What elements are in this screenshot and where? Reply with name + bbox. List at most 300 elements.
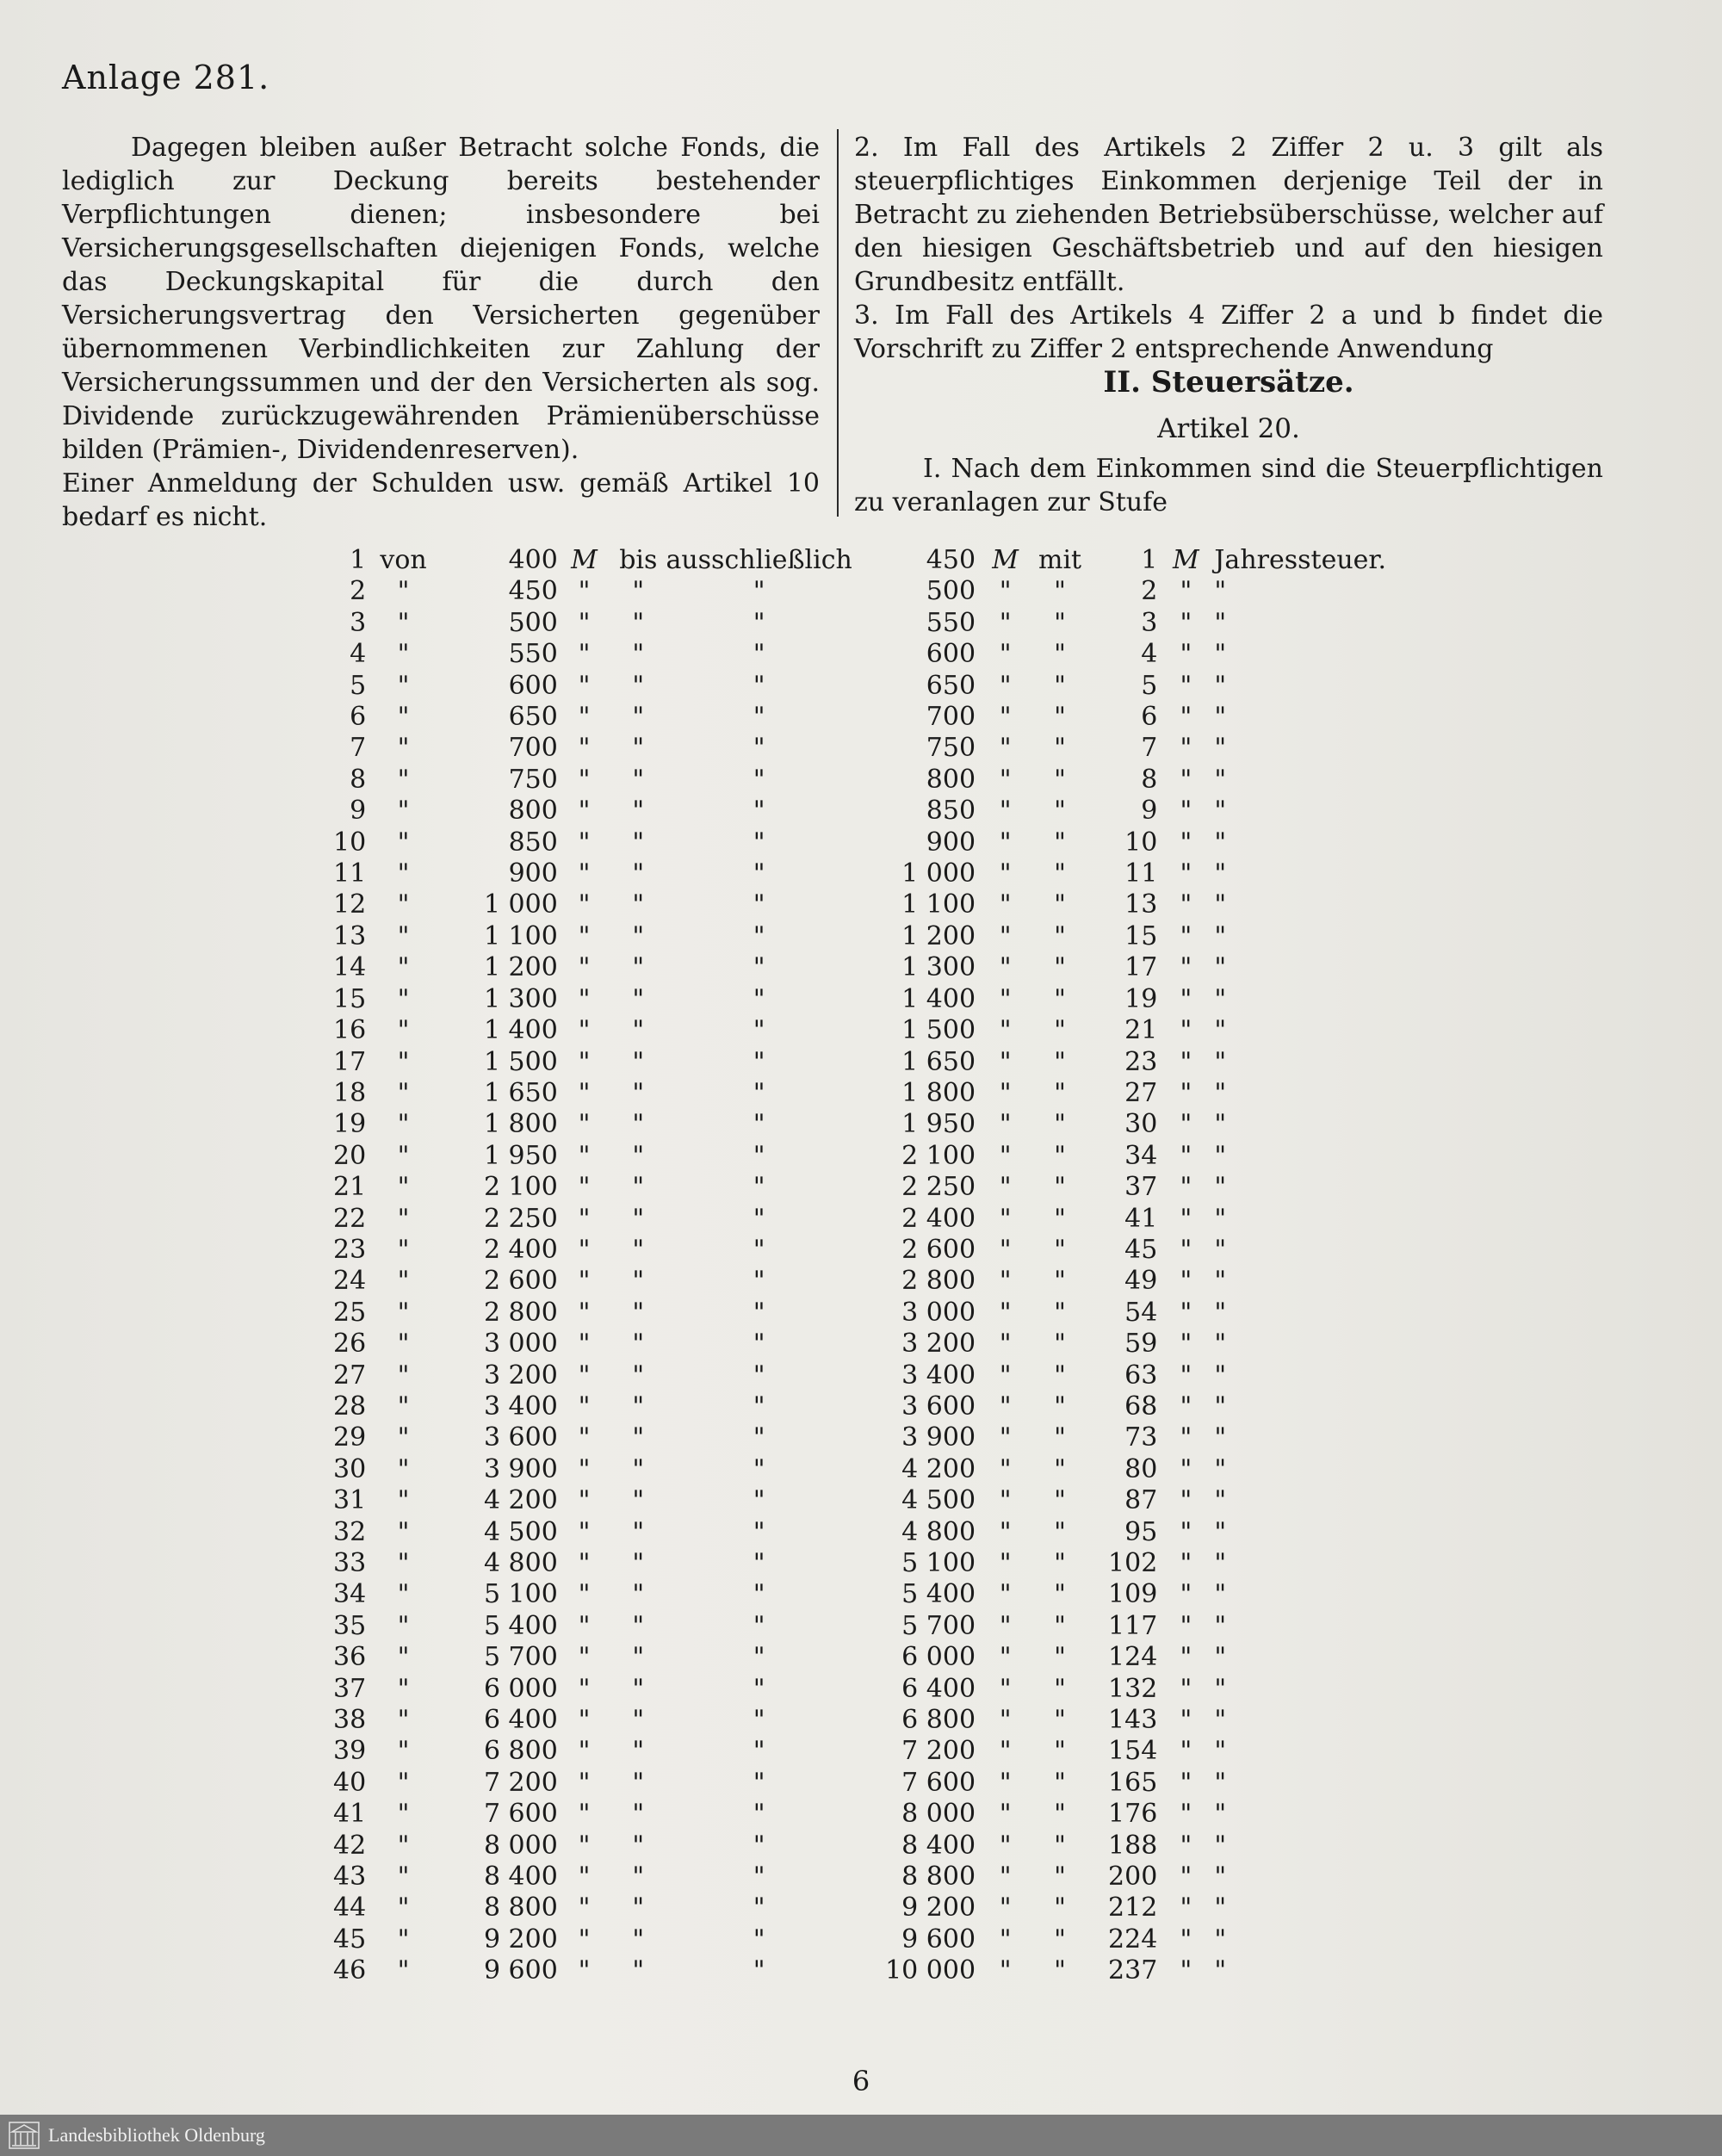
- currency-mark: M: [992, 545, 1019, 575]
- annual-tax: 102: [1108, 1548, 1158, 1578]
- word-jahressteuer: ": [1214, 1862, 1227, 1893]
- currency-mark: ": [578, 764, 591, 795]
- currency-mark: ": [999, 1391, 1012, 1422]
- currency-mark: ": [1180, 1077, 1192, 1108]
- currency-mark: ": [1180, 1046, 1192, 1077]
- word-von: ": [397, 952, 410, 983]
- word-bis: ": [632, 1422, 645, 1453]
- word-bis: ": [632, 1767, 645, 1798]
- word-von: ": [397, 1360, 410, 1391]
- word-ausschliesslich: ": [753, 670, 765, 701]
- word-von: ": [397, 670, 410, 701]
- currency-mark: ": [578, 1266, 591, 1297]
- annual-tax: 188: [1108, 1830, 1158, 1861]
- annual-tax: 63: [1124, 1360, 1158, 1391]
- stufe-number: 46: [333, 1955, 367, 1986]
- currency-mark: ": [578, 1234, 591, 1265]
- income-to: 3 400: [901, 1360, 976, 1391]
- currency-mark: ": [999, 796, 1012, 827]
- word-ausschliesslich: ": [753, 1548, 765, 1578]
- currency-mark: ": [578, 1955, 591, 1986]
- tax-rate-table: [319, 545, 1386, 1987]
- income-from: 6 400: [483, 1705, 558, 1736]
- word-von: ": [397, 1673, 410, 1704]
- income-to: 2 250: [901, 1172, 976, 1203]
- stufe-number: 20: [333, 1140, 367, 1171]
- income-to: 1 400: [901, 983, 976, 1014]
- currency-mark: ": [578, 1140, 591, 1171]
- currency-mark: ": [578, 1736, 591, 1767]
- currency-mark: ": [1180, 920, 1192, 951]
- stufe-number: 33: [333, 1548, 367, 1578]
- stufe-number: 15: [333, 983, 367, 1014]
- income-to: 4 200: [901, 1453, 976, 1484]
- currency-mark: ": [999, 1360, 1012, 1391]
- income-to: 5 400: [901, 1579, 976, 1610]
- word-jahressteuer: ": [1214, 1391, 1227, 1422]
- currency-mark: ": [1180, 858, 1192, 889]
- income-to: 8 800: [901, 1862, 976, 1893]
- currency-mark: ": [578, 607, 591, 638]
- income-from: 3 000: [483, 1329, 558, 1360]
- currency-mark: ": [1180, 1799, 1192, 1830]
- currency-mark: ": [578, 1705, 591, 1736]
- currency-mark: ": [578, 1924, 591, 1955]
- word-bis: ": [632, 1548, 645, 1578]
- word-jahressteuer: ": [1214, 1329, 1227, 1360]
- word-mit: ": [1054, 1172, 1066, 1203]
- word-von: ": [397, 702, 410, 733]
- word-ausschliesslich: ": [753, 702, 765, 733]
- table-row: [319, 1955, 1386, 1986]
- income-to: 2 800: [901, 1266, 976, 1297]
- currency-mark: ": [1180, 1893, 1192, 1924]
- stufe-number: 28: [333, 1391, 367, 1422]
- stufe-number: 45: [333, 1924, 367, 1955]
- word-ausschliesslich: ": [753, 796, 765, 827]
- currency-mark: ": [999, 952, 1012, 983]
- currency-mark: ": [999, 1140, 1012, 1171]
- currency-mark: ": [1180, 1862, 1192, 1893]
- annual-tax: 59: [1124, 1329, 1158, 1360]
- word-von: ": [397, 1799, 410, 1830]
- stufe-number: 42: [333, 1830, 367, 1861]
- currency-mark: ": [999, 1548, 1012, 1578]
- table-row: [319, 1862, 1386, 1893]
- currency-mark: ": [999, 920, 1012, 951]
- word-bis: ": [632, 1955, 645, 1986]
- word-jahressteuer: ": [1214, 1799, 1227, 1830]
- word-jahressteuer: ": [1214, 1485, 1227, 1516]
- table-row: [319, 1893, 1386, 1924]
- word-bis: ": [632, 1673, 645, 1704]
- currency-mark: ": [578, 1077, 591, 1108]
- left-paragraph-2: Einer Anmeldung der Schulden usw. gemäß Artikel 10 bedarf es nicht.: [62, 468, 820, 532]
- income-to: 1 200: [901, 920, 976, 951]
- annual-tax: 17: [1124, 952, 1158, 983]
- word-von: ": [397, 858, 410, 889]
- stufe-number: 32: [333, 1516, 367, 1547]
- income-to: 5 100: [901, 1548, 976, 1578]
- word-bis: ": [632, 670, 645, 701]
- word-bis: ": [632, 1391, 645, 1422]
- word-jahressteuer: ": [1214, 1297, 1227, 1328]
- currency-mark: ": [1180, 1705, 1192, 1736]
- currency-mark: ": [578, 1172, 591, 1203]
- currency-mark: ": [999, 1862, 1012, 1893]
- word-von: ": [397, 1266, 410, 1297]
- stufe-number: 41: [333, 1799, 367, 1830]
- word-ausschliesslich: ": [753, 1516, 765, 1547]
- right-item-3: 3. Im Fall des Artikels 4 Ziffer 2 a und b findet die Vorschrift zu Ziffer 2 entsprechende Anwendung: [854, 300, 1603, 364]
- word-mit: ": [1054, 858, 1066, 889]
- currency-mark: ": [578, 1422, 591, 1453]
- word-jahressteuer: ": [1214, 1830, 1227, 1861]
- stufe-number: 4: [350, 639, 367, 670]
- income-from: 500: [508, 607, 558, 638]
- currency-mark: ": [578, 983, 591, 1014]
- word-ausschliesslich: ": [753, 1485, 765, 1516]
- word-mit: ": [1054, 1391, 1066, 1422]
- currency-mark: ": [578, 1453, 591, 1484]
- word-ausschliesslich: ": [753, 1705, 765, 1736]
- currency-mark: ": [999, 639, 1012, 670]
- right-item-2: 2. Im Fall des Artikels 2 Ziffer 2 u. 3 gilt als steuerpflichtiges Einkommen derjenige Teil der in Betracht zu ziehenden Betriebsüberschüsse, welcher auf den hiesigen Geschäftsbetrieb und auf den hiesigen Grundbesitz entfällt.: [854, 133, 1603, 297]
- stufe-number: 35: [333, 1610, 367, 1641]
- table-row: [319, 1548, 1386, 1579]
- income-from: 6 800: [483, 1736, 558, 1767]
- word-ausschliesslich: ": [753, 858, 765, 889]
- annual-tax: 87: [1124, 1485, 1158, 1516]
- currency-mark: ": [999, 1046, 1012, 1077]
- income-from: 3 400: [483, 1391, 558, 1422]
- word-von: ": [397, 1767, 410, 1798]
- word-ausschliesslich: ": [753, 1140, 765, 1171]
- currency-mark: ": [1180, 1673, 1192, 1704]
- word-mit: ": [1054, 1015, 1066, 1046]
- word-jahressteuer: ": [1214, 1767, 1227, 1798]
- stufe-number: 5: [350, 670, 367, 701]
- currency-mark: ": [1180, 796, 1192, 827]
- word-mit: ": [1054, 1799, 1066, 1830]
- currency-mark: ": [1180, 827, 1192, 858]
- currency-mark: ": [578, 639, 591, 670]
- table-row: [319, 1768, 1386, 1799]
- currency-mark: ": [578, 1329, 591, 1360]
- income-to: 900: [926, 827, 976, 858]
- annual-tax: 4: [1141, 639, 1158, 670]
- word-jahressteuer: ": [1214, 1422, 1227, 1453]
- word-mit: ": [1054, 1736, 1066, 1767]
- word-ausschliesslich: ": [753, 1610, 765, 1641]
- word-jahressteuer: ": [1214, 1673, 1227, 1704]
- income-to: 2 100: [901, 1140, 976, 1171]
- word-von: ": [397, 796, 410, 827]
- currency-mark: ": [1180, 733, 1192, 764]
- word-von: ": [397, 1893, 410, 1924]
- word-bis: ": [632, 733, 645, 764]
- word-mit: ": [1054, 1109, 1066, 1140]
- word-ausschliesslich: ": [753, 764, 765, 795]
- word-mit: ": [1054, 764, 1066, 795]
- annual-tax: 117: [1108, 1610, 1158, 1641]
- table-row: [319, 1141, 1386, 1172]
- word-bis: ": [632, 576, 645, 607]
- stufe-number: 30: [333, 1453, 367, 1484]
- word-mit: ": [1054, 1422, 1066, 1453]
- word-ausschliesslich: ": [753, 1736, 765, 1767]
- income-to: 7 200: [901, 1736, 976, 1767]
- word-mit: ": [1054, 733, 1066, 764]
- currency-mark: ": [1180, 1579, 1192, 1610]
- currency-mark: ": [1180, 1548, 1192, 1578]
- currency-mark: ": [999, 1705, 1012, 1736]
- table-row: [319, 1517, 1386, 1548]
- currency-mark: ": [578, 1862, 591, 1893]
- currency-mark: ": [1180, 889, 1192, 920]
- word-mit: ": [1054, 639, 1066, 670]
- word-mit: ": [1054, 1234, 1066, 1265]
- currency-mark: ": [578, 1297, 591, 1328]
- annual-tax: 8: [1141, 764, 1158, 795]
- word-von: ": [397, 1548, 410, 1578]
- word-mit: ": [1054, 1329, 1066, 1360]
- word-von: ": [397, 1015, 410, 1046]
- word-ausschliesslich: ": [753, 1329, 765, 1360]
- stufe-number: 39: [333, 1736, 367, 1767]
- currency-mark: ": [999, 1234, 1012, 1265]
- word-ausschliesslich: ": [753, 1360, 765, 1391]
- word-mit: ": [1054, 1077, 1066, 1108]
- annual-tax: 23: [1124, 1046, 1158, 1077]
- income-from: 1 200: [483, 952, 558, 983]
- income-from: 1 650: [483, 1077, 558, 1108]
- currency-mark: ": [999, 576, 1012, 607]
- annual-tax: 6: [1141, 702, 1158, 733]
- income-from: 400: [508, 545, 558, 575]
- stufe-number: 43: [333, 1862, 367, 1893]
- income-from: 700: [508, 733, 558, 764]
- income-to: 8 000: [901, 1799, 976, 1830]
- income-from: 2 600: [483, 1266, 558, 1297]
- word-mit: ": [1054, 702, 1066, 733]
- income-to: 3 200: [901, 1329, 976, 1360]
- table-row: [319, 545, 1386, 576]
- table-row: [319, 827, 1386, 858]
- word-bis: ": [632, 1360, 645, 1391]
- table-row: [319, 1015, 1386, 1046]
- word-mit: ": [1054, 1767, 1066, 1798]
- income-from: 900: [508, 858, 558, 889]
- annual-tax: 54: [1124, 1297, 1158, 1328]
- currency-mark: ": [999, 858, 1012, 889]
- word-ausschliesslich: ": [753, 1109, 765, 1140]
- word-bis: ": [632, 920, 645, 951]
- word-ausschliesslich: ": [753, 1673, 765, 1704]
- income-to: 500: [926, 576, 976, 607]
- word-jahressteuer: ": [1214, 1453, 1227, 1484]
- word-von: ": [397, 983, 410, 1014]
- income-from: 1 950: [483, 1140, 558, 1171]
- word-mit: ": [1054, 1485, 1066, 1516]
- currency-mark: ": [999, 733, 1012, 764]
- currency-mark: ": [1180, 764, 1192, 795]
- word-jahressteuer: ": [1214, 920, 1227, 951]
- word-jahressteuer: ": [1214, 796, 1227, 827]
- currency-mark: ": [578, 1046, 591, 1077]
- word-von: von: [380, 545, 427, 575]
- income-to: 1 950: [901, 1109, 976, 1140]
- word-bis: ": [632, 1830, 645, 1861]
- income-from: 4 500: [483, 1516, 558, 1547]
- word-ausschliesslich: ": [753, 1046, 765, 1077]
- word-mit: ": [1054, 796, 1066, 827]
- word-mit: ": [1054, 576, 1066, 607]
- word-jahressteuer: ": [1214, 1203, 1227, 1234]
- currency-mark: ": [999, 1422, 1012, 1453]
- word-bis: ": [632, 1015, 645, 1046]
- currency-mark: ": [578, 1673, 591, 1704]
- income-from: 750: [508, 764, 558, 795]
- word-von: ": [397, 1077, 410, 1108]
- word-jahressteuer: ": [1214, 764, 1227, 795]
- stufe-number: 36: [333, 1642, 367, 1673]
- currency-mark: ": [578, 1391, 591, 1422]
- word-mit: ": [1054, 1705, 1066, 1736]
- currency-mark: ": [1180, 1109, 1192, 1140]
- table-row: [319, 1360, 1386, 1391]
- currency-mark: ": [1180, 1234, 1192, 1265]
- word-jahressteuer: ": [1214, 1610, 1227, 1641]
- income-from: 1 800: [483, 1109, 558, 1140]
- word-jahressteuer: ": [1214, 1360, 1227, 1391]
- income-from: 550: [508, 639, 558, 670]
- column-divider: [837, 129, 839, 517]
- currency-mark: ": [999, 1924, 1012, 1955]
- page-number: 6: [852, 2065, 870, 2097]
- income-to: 700: [926, 702, 976, 733]
- currency-mark: ": [578, 670, 591, 701]
- currency-mark: ": [999, 607, 1012, 638]
- currency-mark: ": [1180, 1767, 1192, 1798]
- currency-mark: ": [1180, 1172, 1192, 1203]
- table-row: [319, 984, 1386, 1015]
- word-bis: ": [632, 639, 645, 670]
- currency-mark: ": [999, 1203, 1012, 1234]
- word-mit: ": [1054, 1579, 1066, 1610]
- income-to: 550: [926, 607, 976, 638]
- word-mit: ": [1054, 1610, 1066, 1641]
- currency-mark: ": [1180, 1422, 1192, 1453]
- article-text: I. Nach dem Einkommen sind die Steuerpflichtigen zu veranlagen zur Stufe: [854, 454, 1603, 517]
- annual-tax: 132: [1108, 1673, 1158, 1704]
- table-row: [319, 1266, 1386, 1297]
- annual-tax: 7: [1141, 733, 1158, 764]
- table-row: [319, 576, 1386, 607]
- income-to: 1 000: [901, 858, 976, 889]
- income-from: 6 000: [483, 1673, 558, 1704]
- income-from: 2 250: [483, 1203, 558, 1234]
- word-bis: ": [632, 1642, 645, 1673]
- word-ausschliesslich: ": [753, 1642, 765, 1673]
- currency-mark: ": [578, 1548, 591, 1578]
- word-jahressteuer: ": [1214, 983, 1227, 1014]
- stufe-number: 25: [333, 1297, 367, 1328]
- word-jahressteuer: ": [1214, 1893, 1227, 1924]
- table-row: [319, 796, 1386, 827]
- table-row: [319, 639, 1386, 670]
- word-von: ": [397, 1422, 410, 1453]
- word-von: ": [397, 920, 410, 951]
- currency-mark: ": [1180, 1516, 1192, 1547]
- section-title: II. Steuersätze.: [1103, 365, 1354, 400]
- income-to: 3 600: [901, 1391, 976, 1422]
- annual-tax: 124: [1108, 1642, 1158, 1673]
- currency-mark: ": [578, 952, 591, 983]
- word-ausschliesslich: ": [753, 576, 765, 607]
- income-to: 850: [926, 796, 976, 827]
- stufe-number: 13: [333, 920, 367, 951]
- income-to: 5 700: [901, 1610, 976, 1641]
- table-row: [319, 1454, 1386, 1485]
- table-row: [319, 1204, 1386, 1235]
- word-mit: ": [1054, 607, 1066, 638]
- stufe-number: 1: [350, 545, 367, 575]
- currency-mark: ": [1180, 702, 1192, 733]
- footer-bar: [0, 2115, 1722, 2156]
- currency-mark: ": [578, 827, 591, 858]
- word-jahressteuer: ": [1214, 1109, 1227, 1140]
- word-von: ": [397, 1453, 410, 1484]
- currency-mark: ": [1180, 1391, 1192, 1422]
- annual-tax: 30: [1124, 1109, 1158, 1140]
- table-row: [319, 608, 1386, 639]
- word-bis: ": [632, 1172, 645, 1203]
- stufe-number: 27: [333, 1360, 367, 1391]
- stufe-number: 31: [333, 1485, 367, 1516]
- currency-mark: ": [1180, 1266, 1192, 1297]
- income-to: 1 100: [901, 889, 976, 920]
- left-paragraph-1: Dagegen bleiben außer Betracht solche Fonds, die lediglich zur Deckung bereits bestehender Verpflichtungen dienen; insbesondere bei Versicherungsgesellschaften diejenigen Fonds, welche das Deckungskapital für die durch den Versicherungsvertrag den Versicherten gegenüber übernommenen Verbindlichkeiten zur Zahlung der Versicherungssummen und der den Versicherten als sog. Dividende zurückzugewährenden Prämienüberschüsse bilden (Prämien-, Dividendenreserven).: [62, 133, 820, 465]
- table-row: [319, 702, 1386, 733]
- word-von: ": [397, 639, 410, 670]
- word-mit: ": [1054, 1830, 1066, 1861]
- currency-mark: ": [578, 1109, 591, 1140]
- currency-mark: ": [1180, 983, 1192, 1014]
- currency-mark: M: [571, 545, 598, 575]
- word-mit: ": [1054, 1673, 1066, 1704]
- word-von: ": [397, 607, 410, 638]
- word-von: ": [397, 1862, 410, 1893]
- table-row: [319, 1078, 1386, 1109]
- word-von: ": [397, 1516, 410, 1547]
- word-jahressteuer: ": [1214, 952, 1227, 983]
- currency-mark: ": [1180, 1736, 1192, 1767]
- currency-mark: ": [999, 983, 1012, 1014]
- currency-mark: ": [999, 1266, 1012, 1297]
- table-row: [319, 889, 1386, 920]
- word-bis: ": [632, 796, 645, 827]
- word-jahressteuer: ": [1214, 733, 1227, 764]
- income-from: 9 600: [483, 1955, 558, 1986]
- currency-mark: ": [578, 1767, 591, 1798]
- stufe-number: 12: [333, 889, 367, 920]
- word-ausschliesslich: ": [753, 1234, 765, 1265]
- word-von: ": [397, 1610, 410, 1641]
- income-to: 450: [926, 545, 976, 575]
- stufe-number: 40: [333, 1767, 367, 1798]
- word-ausschliesslich: ": [753, 889, 765, 920]
